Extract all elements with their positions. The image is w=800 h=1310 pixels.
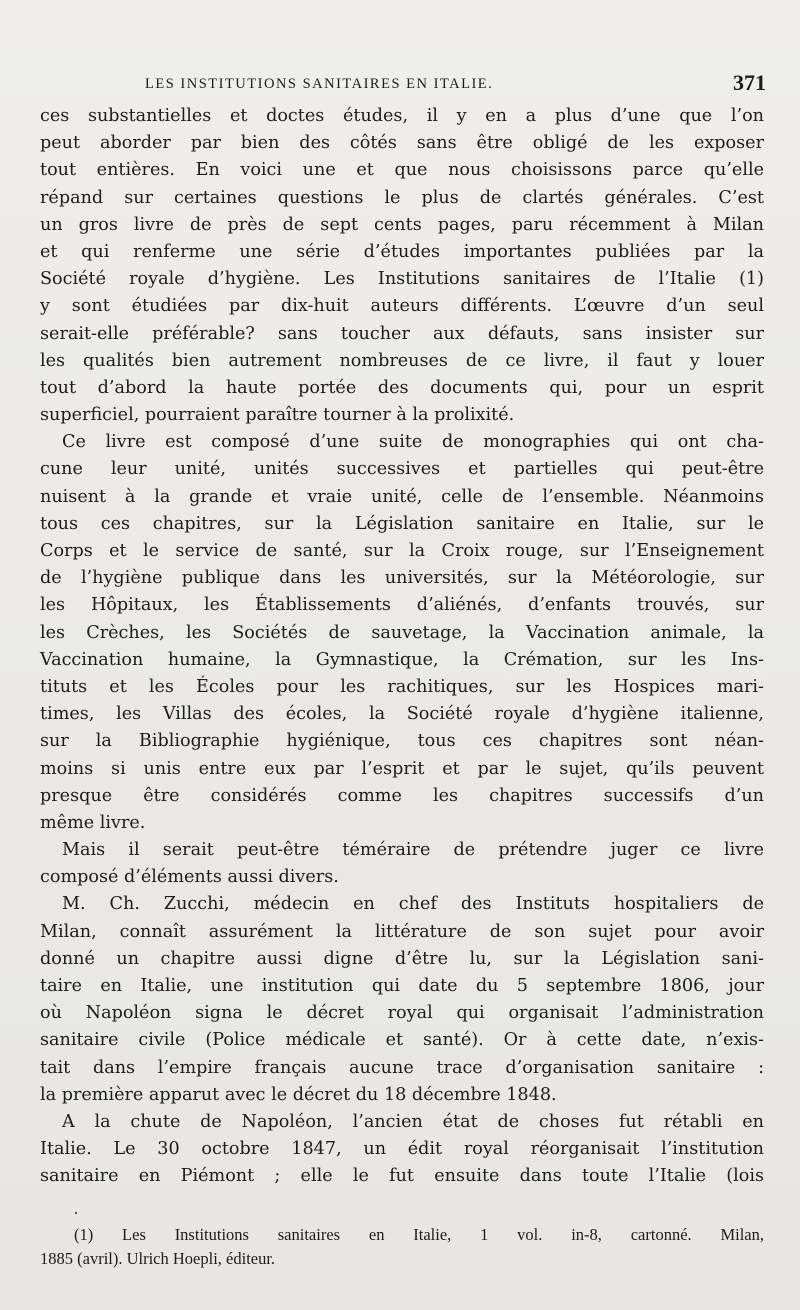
text-line: tous ces chapitres, sur la Législation sanitaire en Italie, sur le: [40, 513, 764, 534]
text-line: peut aborder par bien des côtés sans être obligé de les exposer: [40, 133, 764, 154]
text-line: même livre.: [40, 812, 146, 833]
text-line: de l’hygiène publique dans les universités, sur la Météorologie, sur: [40, 568, 764, 589]
text-line: Milan, connaît assurément la littérature de son sujet pour avoir: [40, 921, 764, 942]
running-header: [40, 70, 766, 100]
text-line: ces substantielles et doctes études, il y en a plus d’une que l’on: [40, 106, 764, 126]
text-line: composé d’éléments aussi divers.: [40, 867, 339, 888]
text-line: répand sur certaines questions le plus de clartés générales. C’est: [40, 187, 764, 208]
text-line: cune leur unité, unités successives et partielles qui peut-être: [40, 459, 764, 480]
text-line: les Crèches, les Sociétés de sauvetage, la Vaccination animale, la: [40, 622, 764, 643]
text-line: et qui renferme une série d’études importantes publiées par la: [40, 241, 764, 262]
text-line: sur la Bibliographie hygiénique, tous ces chapitres sont néan-: [40, 731, 764, 752]
text-line: sanitaire en Piémont ; elle le fut ensuite dans toute l’Italie (lois: [40, 1166, 764, 1187]
text-line: sanitaire civile (Police médicale et santé). Or à cette date, n’exis-: [40, 1030, 764, 1051]
text-line: y sont étudiées par dix-huit auteurs différents. L’œuvre d’un seul: [40, 296, 764, 317]
text-line: nuisent à la grande et vraie unité, celle de l’ensemble. Néanmoins: [40, 486, 764, 507]
paragraph-start-line: A la chute de Napoléon, l’ancien état de choses fut rétabli en: [62, 1111, 764, 1132]
text-line: tout d’abord la haute portée des documents qui, pour un esprit: [40, 377, 764, 398]
text-line: presque être considérés comme les chapitres successifs d’un: [40, 785, 764, 806]
running-title: LES INSTITUTIONS SANITAIRES EN ITALIE.: [145, 76, 494, 92]
text-line: Société royale d’hygiène. Les Institutions sanitaires de l’Italie (1): [40, 269, 764, 290]
text-line: où Napoléon signa le décret royal qui organisait l’administration: [40, 1003, 764, 1024]
text-line: moins si unis entre eux par l’esprit et par le sujet, qu’ils peuvent: [40, 758, 764, 779]
footnote: [40, 1223, 764, 1271]
footnote-mark: [75, 1212, 77, 1214]
text-line: superficiel, pourraient paraître tourner à la prolixité.: [40, 405, 515, 426]
text-line: Vaccination humaine, la Gymnastique, la Crémation, sur les Ins-: [40, 649, 764, 670]
text-line: taire en Italie, une institution qui date du 5 septembre 1806, jour: [40, 976, 764, 996]
footnote-line: (1) Les Institutions sanitaires en Italie, 1 vol. in-8, cartonné. Milan,: [74, 1225, 764, 1244]
text-line: un gros livre de près de sept cents pages, paru récemment à Milan: [40, 214, 764, 235]
text-line: donné un chapitre aussi digne d’être lu, sur la Législation sani-: [40, 948, 764, 969]
paragraph-start-line: M. Ch. Zucchi, médecin en chef des Instituts hospitaliers de: [62, 894, 764, 915]
text-line: Italie. Le 30 octobre 1847, un édit royal réorganisait l’institution: [40, 1139, 764, 1160]
paragraph-start-line: Mais il serait peut-être téméraire de prétendre juger ce livre: [62, 840, 764, 861]
page-number: 371: [733, 70, 766, 95]
text-line: tout entières. En voici une et que nous choisissons parce qu’elle: [40, 160, 764, 181]
text-line: la première apparut avec le décret du 18 décembre 1848.: [40, 1084, 557, 1105]
body-text: [40, 103, 764, 1191]
text-line: tait dans l’empire français aucune trace d’organisation sanitaire :: [40, 1057, 764, 1078]
text-line: times, les Villas des écoles, la Société royale d’hygiène italienne,: [40, 704, 764, 725]
footnote-line: 1885 (avril). Ulrich Hoepli, éditeur.: [40, 1249, 276, 1268]
text-line: serait-elle préférable? sans toucher aux défauts, sans insister sur: [40, 323, 764, 344]
text-line: les qualités bien autrement nombreuses de ce livre, il faut y louer: [40, 350, 764, 371]
text-line: les Hôpitaux, les Établissements d’aliénés, d’enfants trouvés, sur: [40, 595, 764, 616]
text-line: tituts et les Écoles pour les rachitiques, sur les Hospices mari-: [40, 676, 764, 697]
text-line: Corps et le service de santé, sur la Croix rouge, sur l’Enseignement: [40, 541, 764, 561]
paragraph-start-line: Ce livre est composé d’une suite de monographies qui ont cha-: [62, 432, 764, 453]
